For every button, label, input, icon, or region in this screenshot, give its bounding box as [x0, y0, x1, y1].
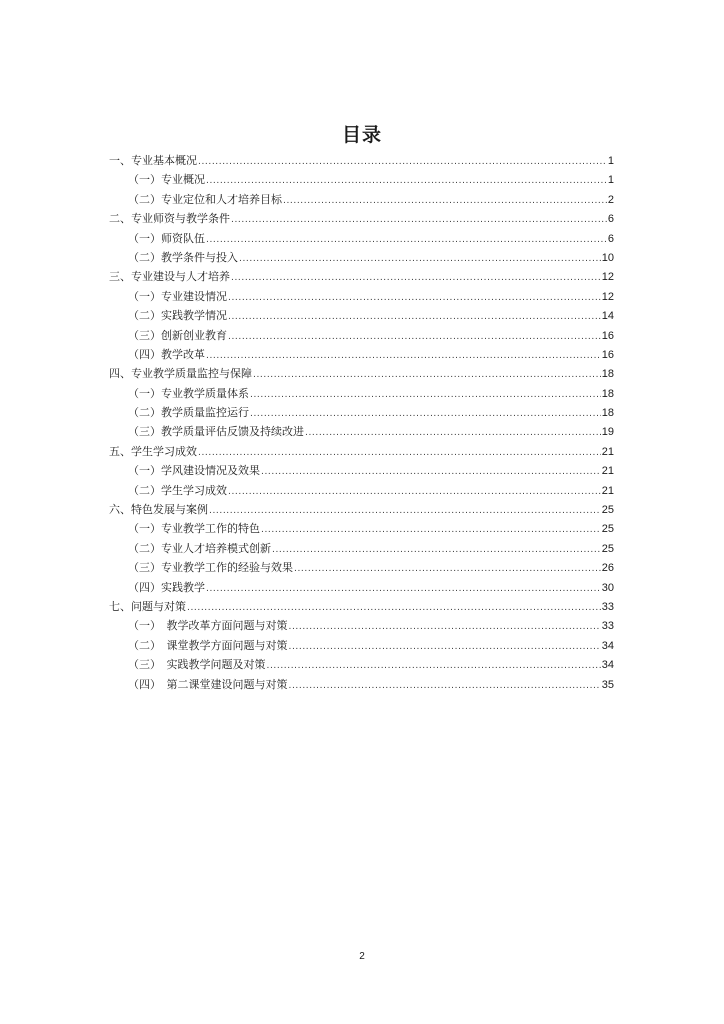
toc-entry-label: （一）专业建设情况	[128, 289, 227, 303]
toc-entry-label: （一）专业教学工作的特色	[128, 522, 260, 536]
toc-entry-label: （一）师资队伍	[128, 231, 205, 245]
toc-entry-label: （二）教学条件与投入	[128, 250, 238, 264]
toc-entry-label: （三） 实践教学问题及对策	[128, 658, 266, 672]
toc-entry-page-number: 25	[601, 523, 614, 536]
toc-entry-label: （一）专业概况	[128, 173, 205, 187]
toc-entry-label: （四）实践教学	[128, 580, 205, 594]
toc-entry-page-number: 12	[601, 271, 614, 284]
toc-entry-page-number: 33	[601, 620, 614, 633]
toc-subsection-entry[interactable]	[109, 306, 614, 325]
toc-entry-page-number: 1	[607, 174, 614, 187]
toc-entry-label: （二）专业定位和人才培养目标	[128, 192, 282, 206]
toc-subsection-entry[interactable]	[109, 655, 614, 674]
toc-subsection-entry[interactable]	[109, 461, 614, 480]
toc-dot-leader	[239, 250, 601, 269]
toc-subsection-entry[interactable]	[109, 190, 614, 209]
toc-entry-page-number: 6	[607, 213, 614, 226]
toc-section-entry[interactable]	[109, 209, 614, 228]
toc-entry-page-number: 6	[607, 232, 614, 245]
toc-entry-page-number: 10	[601, 251, 614, 264]
toc-subsection-entry[interactable]	[109, 326, 614, 345]
toc-dot-leader	[272, 541, 601, 560]
toc-entry-page-number: 25	[601, 504, 614, 517]
toc-entry-page-number: 21	[601, 484, 614, 497]
toc-entry-page-number: 34	[601, 639, 614, 652]
toc-subsection-entry[interactable]	[109, 578, 614, 597]
toc-entry-label: （四）教学改革	[128, 347, 205, 361]
toc-dot-leader	[283, 192, 607, 211]
toc-subsection-entry[interactable]	[109, 345, 614, 364]
toc-entry-page-number: 16	[601, 348, 614, 361]
toc-section-entry[interactable]	[109, 500, 614, 519]
toc-subsection-entry[interactable]	[109, 248, 614, 267]
toc-dot-leader	[250, 386, 601, 405]
toc-entry-page-number: 25	[601, 542, 614, 555]
toc-entry-label: 六、特色发展与案例	[109, 503, 208, 517]
toc-entry-page-number: 1	[607, 155, 614, 167]
toc-entry-label: （一）专业教学质量体系	[128, 386, 249, 400]
toc-dot-leader	[231, 211, 607, 230]
toc-entry-page-number: 21	[601, 445, 614, 458]
toc-entry-label: 二、专业师资与教学条件	[109, 212, 230, 226]
toc-entry-label: （三）专业教学工作的经验与效果	[128, 561, 293, 575]
toc-dot-leader	[228, 328, 601, 347]
toc-dot-leader	[253, 366, 601, 385]
toc-subsection-entry[interactable]	[109, 558, 614, 577]
table-of-contents	[109, 151, 614, 694]
toc-subsection-entry[interactable]	[109, 636, 614, 655]
toc-entry-label: 七、问题与对策	[109, 599, 186, 613]
toc-entry-label: （二）学生学习成效	[128, 483, 227, 497]
toc-dot-leader	[261, 463, 601, 482]
toc-section-entry[interactable]	[109, 364, 614, 383]
toc-dot-leader	[289, 618, 601, 637]
toc-entry-label: （二）教学质量监控运行	[128, 406, 249, 420]
toc-dot-leader	[206, 580, 601, 599]
toc-entry-page-number: 26	[601, 562, 614, 575]
toc-subsection-entry[interactable]	[109, 403, 614, 422]
toc-entry-page-number: 30	[601, 581, 614, 594]
toc-entry-label: （三）教学质量评估反馈及持续改进	[128, 425, 304, 439]
toc-entry-page-number: 2	[607, 193, 614, 206]
toc-dot-leader	[261, 521, 601, 540]
toc-entry-page-number: 12	[601, 290, 614, 303]
toc-entry-label: （四） 第二课堂建设问题与对策	[128, 677, 288, 691]
toc-entry-page-number: 18	[601, 387, 614, 400]
toc-subsection-entry[interactable]	[109, 616, 614, 635]
toc-subsection-entry[interactable]	[109, 170, 614, 189]
toc-dot-leader	[289, 677, 601, 696]
toc-subsection-entry[interactable]	[109, 519, 614, 538]
toc-dot-leader	[206, 231, 607, 250]
toc-entry-page-number: 19	[601, 426, 614, 439]
toc-dot-leader	[294, 560, 601, 579]
toc-subsection-entry[interactable]	[109, 539, 614, 558]
toc-dot-leader	[198, 153, 607, 172]
toc-section-entry[interactable]	[109, 267, 614, 286]
toc-entry-page-number: 35	[601, 678, 614, 691]
toc-subsection-entry[interactable]	[109, 229, 614, 248]
toc-dot-leader	[267, 657, 601, 676]
toc-dot-leader	[305, 424, 601, 443]
toc-subsection-entry[interactable]	[109, 481, 614, 500]
toc-entry-page-number: 33	[601, 600, 614, 613]
toc-entry-page-number: 21	[601, 465, 614, 478]
toc-entry-label: （一） 教学改革方面问题与对策	[128, 619, 288, 633]
toc-entry-label: （二） 课堂教学方面问题与对策	[128, 638, 288, 652]
toc-dot-leader	[228, 483, 601, 502]
page-number: 2	[359, 951, 365, 962]
toc-entry-page-number: 34	[601, 659, 614, 672]
toc-dot-leader	[228, 308, 601, 327]
toc-entry-page-number: 16	[601, 329, 614, 342]
toc-section-entry[interactable]	[109, 597, 614, 616]
toc-section-entry[interactable]	[109, 442, 614, 461]
toc-entry-label: （三）创新创业教育	[128, 328, 227, 342]
toc-entry-label: 五、学生学习成效	[109, 444, 197, 458]
toc-entry-page-number: 18	[601, 368, 614, 381]
toc-entry-label: （二）实践教学情况	[128, 309, 227, 323]
toc-entry-label: 三、专业建设与人才培养	[109, 270, 230, 284]
toc-dot-leader	[231, 269, 601, 288]
toc-dot-leader	[228, 289, 601, 308]
toc-entry-label: 一、专业基本概况	[109, 154, 197, 167]
toc-section-entry[interactable]	[109, 151, 614, 170]
toc-subsection-entry[interactable]	[109, 422, 614, 441]
toc-dot-leader	[289, 638, 601, 657]
toc-entry-label: （二）专业人才培养模式创新	[128, 541, 271, 555]
toc-title: 目录	[341, 124, 382, 146]
toc-entry-page-number: 18	[601, 407, 614, 420]
toc-entry-label: （一）学风建设情况及效果	[128, 464, 260, 478]
toc-dot-leader	[209, 502, 601, 521]
toc-subsection-entry[interactable]	[109, 287, 614, 306]
toc-subsection-entry[interactable]	[109, 675, 614, 694]
toc-entry-page-number: 14	[601, 310, 614, 323]
toc-entry-label: 四、专业教学质量监控与保障	[109, 367, 252, 381]
toc-dot-leader	[206, 347, 601, 366]
toc-subsection-entry[interactable]	[109, 384, 614, 403]
